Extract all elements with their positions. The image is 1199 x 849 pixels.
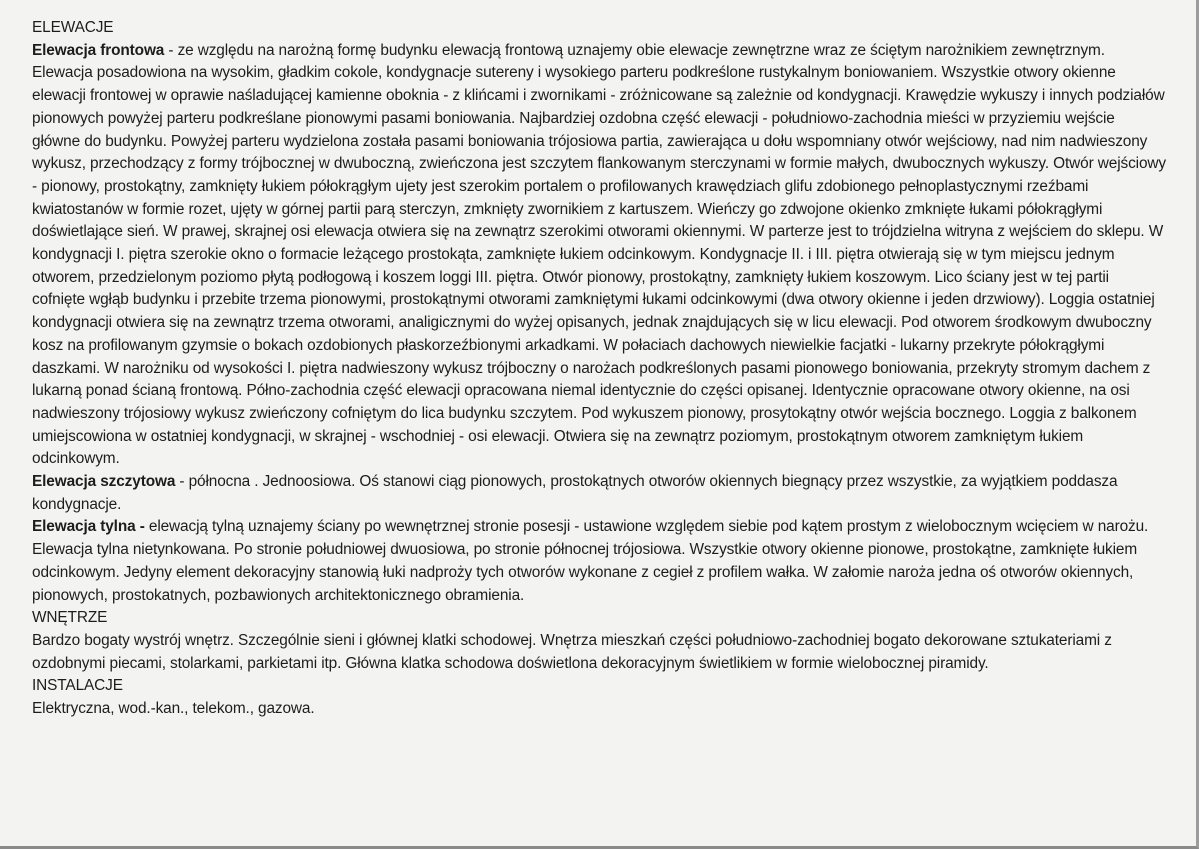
paragraph-elewacja-szczytowa	[32, 471, 1166, 516]
section-heading-instalacje: INSTALACJE	[32, 677, 123, 695]
lead-elewacja-szczytowa: Elewacja szczytowa	[32, 473, 176, 491]
lead-elewacja-tylna: Elewacja tylna -	[32, 518, 145, 536]
paragraph-elewacja-frontowa	[32, 40, 1166, 471]
text-elewacja-szczytowa: - północna . Jednoosiowa. Oś stanowi ciąg pionowych, prostokątnych otworów okiennych biegnący przez wszystkie, za wyjątkiem poddasza kondygnacje.	[32, 473, 1118, 513]
paragraph-wnetrze: Bardzo bogaty wystrój wnętrz. Szczególnie sieni i głównej klatki schodowej. Wnętrza mieszkań części południowo-zachodniej bogato dekorowane sztukateriami z ozdobnymi piecami, stolarkami, parkietami itp. Główna klatka schodowa doświetlona dekoracyjnym świetlikiem w formie wielobocznej piramidy.	[32, 631, 1112, 672]
text-elewacja-tylna: elewacją tylną uznajemy ściany po wewnętrznej stronie posesji - ustawione względem siebie pod kątem prostym z wielobocznym wcięciem w narożu. Elewacja tylna nietynkowana. Po stronie południowej dwuosiowa, po stronie północnej trójosiowa. Wszystkie otwory okienne pionowe, prostokątne, zamknięte łukiem odcinkowym. Jedyny element dekoracyjny stanowią łuki nadproży tych otworów wykonane z cegieł z profilem wałka. W załomie naroża jedna oś otworów okiennych, pionowych, prostokatnych, pozbawionych architektonicznego obramienia.	[32, 518, 1149, 604]
paragraph-elewacja-tylna	[32, 516, 1166, 607]
section-heading-wnetrze: WNĘTRZE	[32, 609, 108, 627]
lead-elewacja-frontowa: Elewacja frontowa	[32, 41, 165, 59]
section-heading-elewacje: ELEWACJE	[32, 19, 114, 36]
document-body	[32, 17, 1166, 721]
text-elewacja-frontowa: - ze względu na narożną formę budynku elewacją frontową uznajemy obie elewacje zewnętrzne wraz ze ściętym narożnikiem zewnętrznym. Elewacja posadowiona na wysokim, gładkim cokole, kondygnacje sutereny i wysokiego parteru podkreślone rustykalnym boniowaniem. Wszystkie otwory okienne elewacji frontowej w oprawie naśladującej kamienne oboknia - z klińcami i zwornikami - zróżnicowane są zależnie od kondygnacji. Krawędzie wykuszy i innych podziałów pionowych powyżej parteru podkreślane pionowymi pasami boniowania. Najbardziej ozdobna część elewacji - południowo-zachodnia mieści w przyziemiu wejście główne do budynku. Powyżej parteru wydzielona została pasami boniowania trójosiowa partia, zawierająca u dołu wspomniany otwór wejściowy, nad nim nadwieszony wykusz, przechodzący z formy trójbocznej w dwuboczną, zwieńczona jest szczytem flankowanym sterczynami w formie małych, dwubocznych wykuszy. Otwór wejściowy - pionowy, prostokątny, zamknięty łukiem półokrągłym ujety jest szerokim portalem o profilowanych krawędziach glifu zdobionego pełnoplastycznymi rzeźbami kwiatostanów w formie rozet, ujęty w górnej partii parą sterczyn, zmknięty zwornikiem z kartuszem. Wieńczy go zdwojone okienko zmknięte łukami półokrągłymi doświetlające sień. W prawej, skrajnej osi elewacja otwiera się na zewnątrz szerokimi otworami okiennymi. W parterze jest to trójdzielna witryna z wejściem do sklepu. W kondygnacji I. piętra szerokie okno o formacie leżącego prostokąta, zamknięte łukiem odcinkowym. Kondygnacje II. i III. piętra otwierają się w tym miejscu jednym otworem, przedzielonym poziomo płytą podłogową i koszem loggi III. piętra. Otwór pionowy, prostokątny, zamknięty łukiem koszowym. Lico ściany jest w tej partii cofnięte wgłąb budynku i przebite trzema pionowymi, prostokątnymi otworami zamkniętymi łukami odcinkowymi (dwa otwory okienne i jeden drzwiowy). Loggia ostatniej kondygnacji otwiera się na zewnątrz trzema otworami, analigicznymi do wyżej opisanych, jednak znajdujących się w licu elewacji. Pod otworem środkowym dwuboczny kosz na profilowanym gzymsie o bokach ozdobionych płaskorzeźbionymi arkadkami. W połaciach dachowych niewielkie facjatki - lukarny przekryte półokrągłymi daszkami. W narożniku od wysokości I. piętra nadwieszony wykusz trójboczny o narożach podkreślonych pasami pionowego boniowania, przekryty stromym dachem z lukarną ponad ścianą frontową. Półno-zachodnia część elewacji opracowana niemal identycznie do części opisanej. Identycznie opracowane otwory okienne, na osi nadwieszony trójosiowy wykusz zwieńczony cofniętym do lica budynku szczytem. Pod wykuszem pionowy, prosytokątny otwór wejścia bocznego. Loggia z balkonem umiejscowiona w ostatniej kondygnacji, w skrajnej - wschodniej - osi elewacji. Otwiera się na zewnątrz poziomym, prostokątnym otworem zamkniętym łukiem odcinkowym.	[32, 41, 1166, 468]
paragraph-instalacje: Elektryczna, wod.-kan., telekom., gazowa.	[32, 700, 315, 718]
